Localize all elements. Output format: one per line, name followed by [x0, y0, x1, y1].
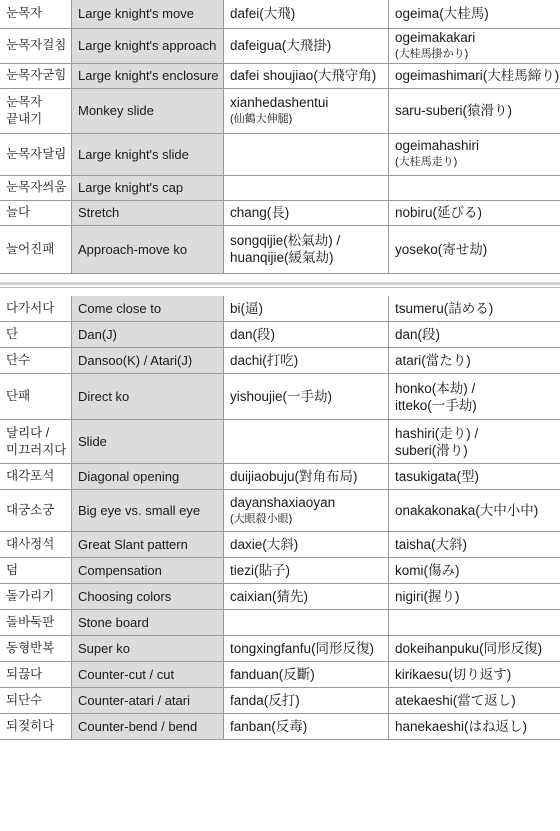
table-row: [0, 662, 560, 688]
cell-text: (大眼殺小眼): [230, 512, 293, 525]
cell-text: dachi(打吃): [230, 353, 299, 368]
cell-en: [72, 532, 224, 558]
cell-text: daxie(大斜): [230, 537, 299, 552]
cell-zh: [224, 490, 389, 532]
cell-text: 되단수: [6, 693, 43, 707]
cell-en: [72, 200, 224, 225]
cell-zh: [224, 175, 389, 200]
table-row: [0, 225, 560, 273]
table-row: [0, 374, 560, 420]
cell-text: Large knight's enclosure: [78, 68, 219, 83]
table-row: [0, 584, 560, 610]
cell-text: (大桂馬掛かり): [395, 47, 469, 60]
cell-text: xianhedashentui: [230, 94, 329, 110]
cell-text: 눈목자: [6, 6, 43, 21]
cell-text: Compensation: [78, 563, 162, 578]
cell-zh: [224, 322, 389, 348]
cell-text: 동형반복: [6, 641, 55, 655]
cell-text: 되젖히다: [6, 719, 55, 733]
cell-ko: [0, 636, 72, 662]
cell-ja: [389, 175, 560, 200]
table-row: [0, 636, 560, 662]
table-row: [0, 0, 560, 28]
cell-zh: [224, 225, 389, 273]
cell-ko: [0, 584, 72, 610]
cell-en: [72, 133, 224, 175]
cell-en: [72, 225, 224, 273]
cell-text: caixian(猜先): [230, 589, 309, 604]
cell-ja: [389, 88, 560, 133]
cell-ko: [0, 348, 72, 374]
cell-ja: [389, 296, 560, 322]
cell-zh: [224, 532, 389, 558]
cell-text: Monkey slide: [78, 103, 154, 118]
cell-zh: [224, 296, 389, 322]
cell-en: [72, 420, 224, 464]
cell-ko: [0, 175, 72, 200]
cell-text: dafeigua(大飛掛): [230, 38, 332, 53]
cell-ko: [0, 200, 72, 225]
glossary-table-2: [0, 296, 560, 741]
cell-text: tongxingfanfu(同形反復): [230, 641, 375, 656]
cell-ja: [389, 322, 560, 348]
cell-text: tasukigata(型): [395, 469, 480, 484]
cell-text: 눈목자씌움: [6, 180, 67, 194]
cell-zh: [224, 133, 389, 175]
cell-zh: [224, 558, 389, 584]
cell-en: [72, 88, 224, 133]
cell-en: [72, 584, 224, 610]
cell-text: hashiri(走り) /: [395, 425, 479, 441]
cell-text: 달리다 /: [6, 425, 50, 440]
table-row: [0, 714, 560, 740]
cell-ja: [389, 200, 560, 225]
cell-text: saru-suberi(猿滑り): [395, 103, 513, 118]
cell-ko: [0, 28, 72, 63]
cell-en: [72, 322, 224, 348]
cell-text: dafei(大飛): [230, 6, 296, 22]
table-row: [0, 200, 560, 225]
cell-ja: [389, 63, 560, 88]
cell-text: 끝내기: [6, 111, 43, 126]
cell-text: duijiaobuju(對角布局): [230, 469, 358, 484]
cell-zh: [224, 464, 389, 490]
cell-ja: [389, 532, 560, 558]
cell-text: kirikaesu(切り返す): [395, 667, 512, 682]
cell-zh: [224, 0, 389, 28]
cell-zh: [224, 714, 389, 740]
cell-en: [72, 175, 224, 200]
cell-text: 눈목자굳힘: [6, 68, 67, 82]
cell-text: 미끄러지다: [6, 442, 67, 457]
cell-ko: [0, 63, 72, 88]
cell-zh: [224, 28, 389, 63]
cell-en: [72, 490, 224, 532]
cell-text: Choosing colors: [78, 589, 172, 604]
cell-en: [72, 296, 224, 322]
cell-text: yoseko(寄せ劫): [395, 241, 488, 257]
cell-zh: [224, 662, 389, 688]
cell-ko: [0, 225, 72, 273]
cell-text: songqijie(松氣劫) /: [230, 233, 341, 248]
cell-text: Counter-bend / bend: [78, 719, 198, 734]
cell-text: dan(段): [230, 327, 276, 342]
cell-text: ogeimahashiri: [395, 138, 480, 153]
cell-ja: [389, 490, 560, 532]
cell-text: nobiru(延びる): [395, 205, 483, 220]
cell-text: Diagonal opening: [78, 469, 180, 484]
cell-text: huanqijie(緩氣劫): [230, 250, 334, 265]
cell-en: [72, 28, 224, 63]
cell-ko: [0, 133, 72, 175]
cell-en: [72, 688, 224, 714]
cell-text: Stretch: [78, 205, 120, 220]
cell-ko: [0, 610, 72, 636]
cell-ja: [389, 610, 560, 636]
cell-zh: [224, 610, 389, 636]
cell-ja: [389, 714, 560, 740]
cell-text: 돌가리기: [6, 589, 55, 603]
cell-text: ogeimakakari: [395, 29, 476, 45]
cell-text: dan(段): [395, 327, 441, 342]
cell-text: fanda(反打): [230, 693, 300, 708]
cell-text: suberi(滑り): [395, 442, 468, 458]
cell-zh: [224, 88, 389, 133]
cell-text: 돌바둑판: [6, 615, 55, 629]
cell-zh: [224, 420, 389, 464]
cell-ko: [0, 714, 72, 740]
table-row: [0, 688, 560, 714]
cell-en: [72, 0, 224, 28]
cell-text: Large knight's slide: [78, 146, 189, 162]
cell-text: bi(逼): [230, 300, 263, 316]
cell-text: 늘다: [6, 205, 31, 219]
table-row: [0, 175, 560, 200]
cell-text: Counter-cut / cut: [78, 667, 175, 682]
table-row: [0, 296, 560, 322]
cell-ko: [0, 0, 72, 28]
cell-text: 단패: [6, 389, 31, 403]
cell-text: itteko(一手劫): [395, 397, 477, 413]
cell-ja: [389, 0, 560, 28]
cell-text: Counter-atari / atari: [78, 693, 190, 708]
cell-ja: [389, 374, 560, 420]
table-row: [0, 558, 560, 584]
cell-text: taisha(大斜): [395, 537, 468, 552]
table-row: [0, 420, 560, 464]
cell-text: 대궁소궁: [6, 503, 55, 517]
cell-text: (大桂馬走り): [395, 156, 458, 168]
cell-zh: [224, 636, 389, 662]
table-row: [0, 28, 560, 63]
cell-en: [72, 714, 224, 740]
cell-text: Slide: [78, 434, 107, 449]
cell-text: atekaeshi(當て返し): [395, 693, 516, 708]
cell-ja: [389, 662, 560, 688]
table-row: [0, 490, 560, 532]
cell-text: Approach-move ko: [78, 241, 188, 257]
cell-text: Stone board: [78, 615, 149, 630]
cell-zh: [224, 63, 389, 88]
cell-text: 되끊다: [6, 667, 43, 681]
cell-text: chang(長): [230, 205, 290, 220]
cell-text: 다가서다: [6, 300, 55, 315]
cell-text: 눈목자걸침: [6, 38, 67, 52]
cell-text: 늘어진패: [6, 241, 55, 256]
cell-ja: [389, 558, 560, 584]
cell-ko: [0, 558, 72, 584]
cell-ko: [0, 662, 72, 688]
cell-text: Super ko: [78, 641, 131, 656]
cell-text: Dan(J): [78, 327, 118, 342]
cell-en: [72, 558, 224, 584]
cell-ja: [389, 348, 560, 374]
table-row: [0, 63, 560, 88]
cell-ja: [389, 28, 560, 63]
cell-ja: [389, 584, 560, 610]
cell-en: [72, 464, 224, 490]
cell-text: Direct ko: [78, 389, 130, 404]
table-row: [0, 88, 560, 133]
section-divider: [0, 274, 560, 296]
cell-text: dokeihanpuku(同形反復): [395, 641, 543, 656]
cell-text: 덤: [6, 563, 19, 577]
cell-zh: [224, 374, 389, 420]
table-row: [0, 464, 560, 490]
cell-ko: [0, 296, 72, 322]
cell-ko: [0, 374, 72, 420]
cell-en: [72, 374, 224, 420]
cell-ja: [389, 420, 560, 464]
cell-text: yishoujie(一手劫): [230, 389, 333, 404]
cell-text: ogeimashimari(大桂馬締り): [395, 68, 560, 83]
cell-text: komi(傷み): [395, 563, 460, 578]
cell-text: dayanshaxiaoyan: [230, 494, 336, 510]
cell-text: (仙鶴大伸腿): [230, 112, 293, 125]
table-row: [0, 610, 560, 636]
cell-text: atari(當たり): [395, 353, 471, 368]
cell-text: 단수: [6, 353, 31, 367]
table-row: [0, 348, 560, 374]
cell-en: [72, 63, 224, 88]
cell-text: honko(本劫) /: [395, 380, 476, 396]
cell-zh: [224, 584, 389, 610]
cell-text: onakakonaka(大中小中): [395, 503, 539, 518]
cell-text: fanduan(反斷): [230, 667, 315, 682]
cell-en: [72, 348, 224, 374]
cell-ja: [389, 688, 560, 714]
cell-text: fanban(反毒): [230, 719, 308, 734]
cell-ko: [0, 688, 72, 714]
cell-text: Large knight's cap: [78, 180, 184, 195]
cell-ko: [0, 490, 72, 532]
cell-text: Come close to: [78, 300, 162, 316]
cell-ja: [389, 225, 560, 273]
cell-ja: [389, 133, 560, 175]
cell-text: Large knight's move: [78, 6, 194, 22]
cell-ko: [0, 420, 72, 464]
table-row: [0, 322, 560, 348]
cell-text: Big eye vs. small eye: [78, 503, 201, 518]
cell-ja: [389, 464, 560, 490]
cell-text: tiezi(貼子): [230, 563, 290, 578]
glossary-table-1: [0, 0, 560, 274]
cell-text: 눈목자달림: [6, 146, 67, 161]
cell-ja: [389, 636, 560, 662]
cell-zh: [224, 200, 389, 225]
cell-text: 단: [6, 327, 19, 341]
cell-ko: [0, 322, 72, 348]
table-row: [0, 133, 560, 175]
cell-text: 눈목자: [6, 94, 43, 109]
cell-ko: [0, 532, 72, 558]
cell-ko: [0, 88, 72, 133]
cell-zh: [224, 688, 389, 714]
table-row: [0, 532, 560, 558]
cell-text: nigiri(握り): [395, 589, 460, 604]
cell-en: [72, 662, 224, 688]
cell-text: Dansoo(K) / Atari(J): [78, 353, 193, 368]
cell-text: 대사정석: [6, 537, 55, 551]
cell-zh: [224, 348, 389, 374]
cell-ko: [0, 464, 72, 490]
cell-text: 대각포석: [6, 469, 55, 483]
cell-en: [72, 610, 224, 636]
cell-text: Great Slant pattern: [78, 537, 188, 552]
cell-text: Large knight's approach: [78, 38, 217, 53]
cell-en: [72, 636, 224, 662]
cell-text: ogeima(大桂馬): [395, 6, 489, 22]
cell-text: tsumeru(詰める): [395, 300, 494, 316]
cell-text: hanekaeshi(はね返し): [395, 719, 528, 734]
cell-text: dafei shoujiao(大飛守角): [230, 68, 377, 83]
